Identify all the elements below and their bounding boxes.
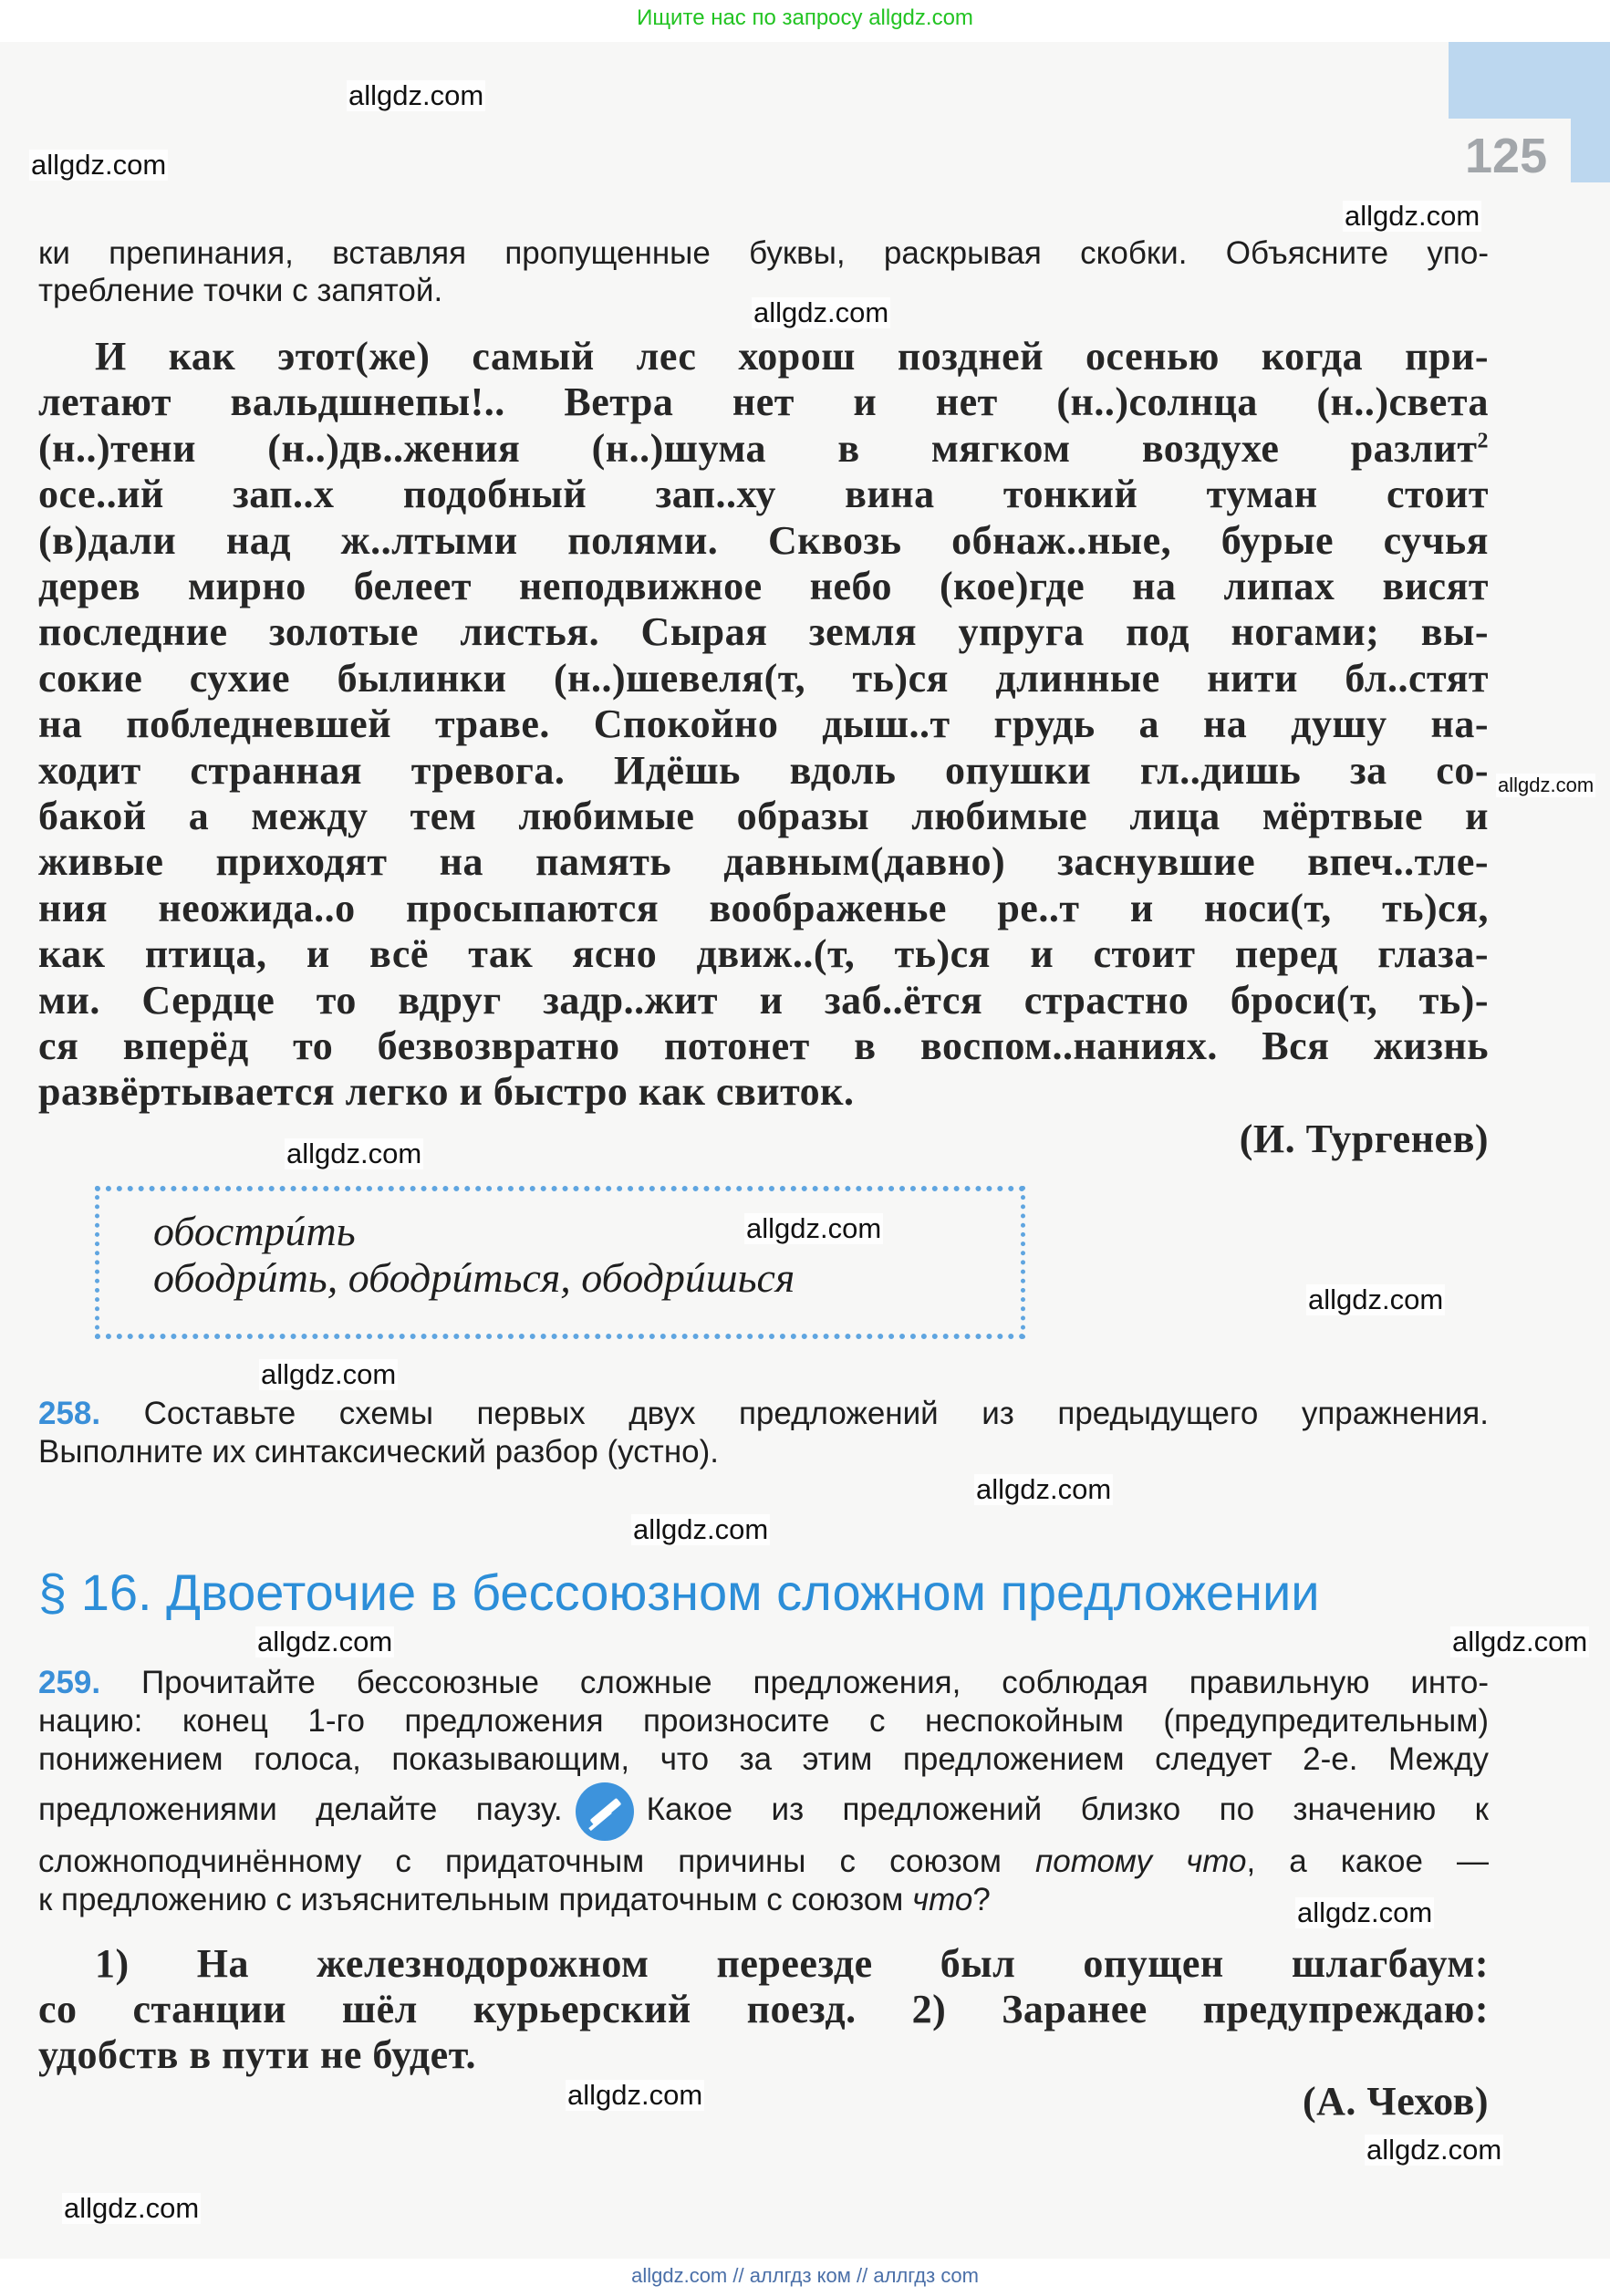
intro-line: ки препинания, вставляя пропущенные буквы, раскрывая скобки. Объясните упо- bbox=[38, 235, 1489, 271]
watermark: allgdz.com bbox=[1345, 200, 1480, 232]
text-line bbox=[38, 978, 1489, 1023]
exercise-259-line: понижением голоса, показывающим, что за этим предложением следует 2-е. Между bbox=[38, 1741, 1489, 1777]
page-corner-tab-lower bbox=[1571, 119, 1610, 182]
text-line-content: И как этот(же) самый лес хорош поздней осенью когда при- bbox=[95, 334, 1489, 379]
text-line-content: дерев мирно белеет неподвижное небо (кое)где на липах висят bbox=[38, 564, 1489, 608]
watermark: allgdz.com bbox=[1366, 2134, 1502, 2166]
watermark: allgdz.com bbox=[746, 1212, 882, 1244]
text-line bbox=[38, 379, 1489, 425]
page-number: 125 bbox=[1465, 129, 1548, 183]
text-line-content: ния неожида..о просыпаются воображенье ре..т и носи(т, ть)ся, bbox=[38, 885, 1489, 930]
watermark: allgdz.com bbox=[753, 296, 889, 328]
exercise-text: сложноподчинённому с придаточным причины с союзом bbox=[38, 1844, 1002, 1879]
footer-links: allgdz.com // аллгдз ком // аллгдз com bbox=[0, 2260, 1610, 2296]
text-line bbox=[38, 794, 1489, 839]
conjunction: потому что bbox=[1034, 1844, 1247, 1879]
watermark: allgdz.com bbox=[31, 149, 167, 181]
exercise-text: Составьте схемы первых двух предложений из предыдущего упражнения. bbox=[143, 1396, 1489, 1431]
text-line-content: развёртывается легко и быстро как свиток. bbox=[38, 1069, 855, 1115]
text-line bbox=[38, 931, 1489, 977]
text-line-content: как птица, и всё так ясно движ..(т, ть)ся и стоит перед глаза- bbox=[38, 931, 1489, 977]
text-line-content: летают вальдшнепы!.. Ветра нет и нет (н..)солнца (н..)света bbox=[38, 379, 1489, 425]
top-banner: Ищите нас по запросу allgdz.com bbox=[0, 0, 1610, 42]
text-line bbox=[38, 748, 1489, 794]
text-line bbox=[38, 656, 1489, 701]
watermark: allgdz.com bbox=[348, 79, 484, 111]
text-line-content: осе..ий зап..х подобный зап..ху вина тонкий туман стоит bbox=[38, 472, 1489, 517]
exercise-text: ? bbox=[972, 1882, 991, 1917]
exercise-text: Прочитайте бессоюзные сложные предложения, соблюдая правильную инто- bbox=[141, 1665, 1489, 1700]
exercise-258-line: Выполните их синтаксический разбор (устно). bbox=[38, 1434, 719, 1470]
watermark: allgdz.com bbox=[261, 1358, 397, 1390]
text-line-content: сокие сухие былинки (н..)шевеля(т, ть)ся длинные нити бл..стят bbox=[38, 655, 1489, 701]
watermark: allgdz.com bbox=[1297, 1896, 1433, 1928]
text-line bbox=[38, 518, 1489, 564]
watermark: allgdz.com bbox=[976, 1473, 1112, 1505]
exercise-259-line: нацию: конец 1-го предложения произносите с неспокойным (предупредительным) bbox=[38, 1703, 1489, 1739]
watermark: allgdz.com bbox=[1452, 1626, 1588, 1657]
exercise-259-line bbox=[38, 1665, 1489, 1701]
intro-line: требление точки с запятой. bbox=[38, 273, 443, 308]
author-chekhov: (А. Чехов) bbox=[1302, 2079, 1489, 2124]
text-line bbox=[38, 839, 1489, 885]
exercise-text: к предложению с изъяснительным придаточным с союзом bbox=[38, 1882, 904, 1917]
author-turgenev: (И. Тургенев) bbox=[1239, 1117, 1489, 1161]
text-line-content: последние золотые листья. Сырая земля упруга под ногами; вы- bbox=[38, 609, 1489, 655]
watermark: allgdz.com bbox=[1498, 774, 1594, 796]
watermark: allgdz.com bbox=[633, 1513, 769, 1545]
exercise-number: 258. bbox=[38, 1396, 101, 1431]
text-line bbox=[38, 1069, 1489, 1115]
exercise-259-line bbox=[38, 1781, 1489, 1841]
watermark: allgdz.com bbox=[286, 1138, 422, 1169]
vocab-word: обострúть bbox=[153, 1208, 356, 1254]
text-line bbox=[95, 334, 1489, 379]
text-line-content: ходит странная тревога. Идёшь вдоль опушки гл..дишь за со- bbox=[38, 747, 1489, 793]
example-line: 1) На железнодорожном переезде был опущен шлагбаум: bbox=[95, 1941, 1489, 1986]
text-line bbox=[38, 472, 1489, 517]
text-line-content: бакой а между тем любимые образы любимые лица мёртвые и bbox=[38, 794, 1489, 838]
text-line-content: ся вперёд то безвозвратно потонет в воспом..наниях. Вся жизнь bbox=[38, 1023, 1489, 1068]
text-line-content: (в)дали над ж..лтыми полями. Сквозь обнаж..ные, бурые сучья bbox=[38, 517, 1489, 563]
text-line bbox=[38, 564, 1489, 609]
text-line bbox=[38, 1023, 1489, 1069]
pencil-icon bbox=[576, 1782, 634, 1841]
example-line: со станции шёл курьерский поезд. 2) Заранее предупреждаю: bbox=[38, 1987, 1489, 2031]
text-line-content: на побледневшей траве. Спокойно дыш..т грудь а на душу на- bbox=[38, 701, 1489, 747]
text-line bbox=[38, 886, 1489, 931]
footnote-mark: 2 bbox=[1477, 429, 1489, 453]
exercise-text: Какое из предложений близко по значению к bbox=[646, 1792, 1489, 1827]
watermark: allgdz.com bbox=[567, 2079, 703, 2111]
exercise-number: 259. bbox=[38, 1665, 101, 1700]
watermark: allgdz.com bbox=[257, 1626, 393, 1657]
exercise-text: , а какое — bbox=[1246, 1844, 1490, 1879]
watermark: allgdz.com bbox=[64, 2192, 200, 2224]
text-line bbox=[38, 426, 1489, 472]
watermark: allgdz.com bbox=[1308, 1283, 1444, 1315]
text-line bbox=[38, 701, 1489, 747]
text-line bbox=[38, 609, 1489, 655]
section-heading: § 16. Двоеточие в бессоюзном сложном предложении bbox=[38, 1564, 1320, 1621]
exercise-259-line bbox=[38, 1844, 1489, 1880]
example-line: удобств в пути не будет. bbox=[38, 2032, 476, 2077]
text-line-content: ми. Сердце то вдруг задр..жит и заб..ётся страстно броси(т, ть)- bbox=[38, 977, 1489, 1023]
exercise-258-line bbox=[38, 1396, 1489, 1432]
vocab-words: ободрúть, ободрúться, ободрúшься bbox=[153, 1254, 795, 1301]
text-line-content: (н..)тени (н..)дв..жения (н..)шума в мягком воздухе разлит bbox=[38, 425, 1478, 471]
exercise-259-line bbox=[38, 1882, 1489, 1918]
text-line-content: живые приходят на память давным(давно) заснувшие впеч..тле- bbox=[38, 839, 1489, 885]
page-corner-tab bbox=[1449, 42, 1610, 119]
exercise-text: предложениями делайте паузу. bbox=[38, 1792, 563, 1827]
conjunction: что bbox=[912, 1882, 973, 1917]
